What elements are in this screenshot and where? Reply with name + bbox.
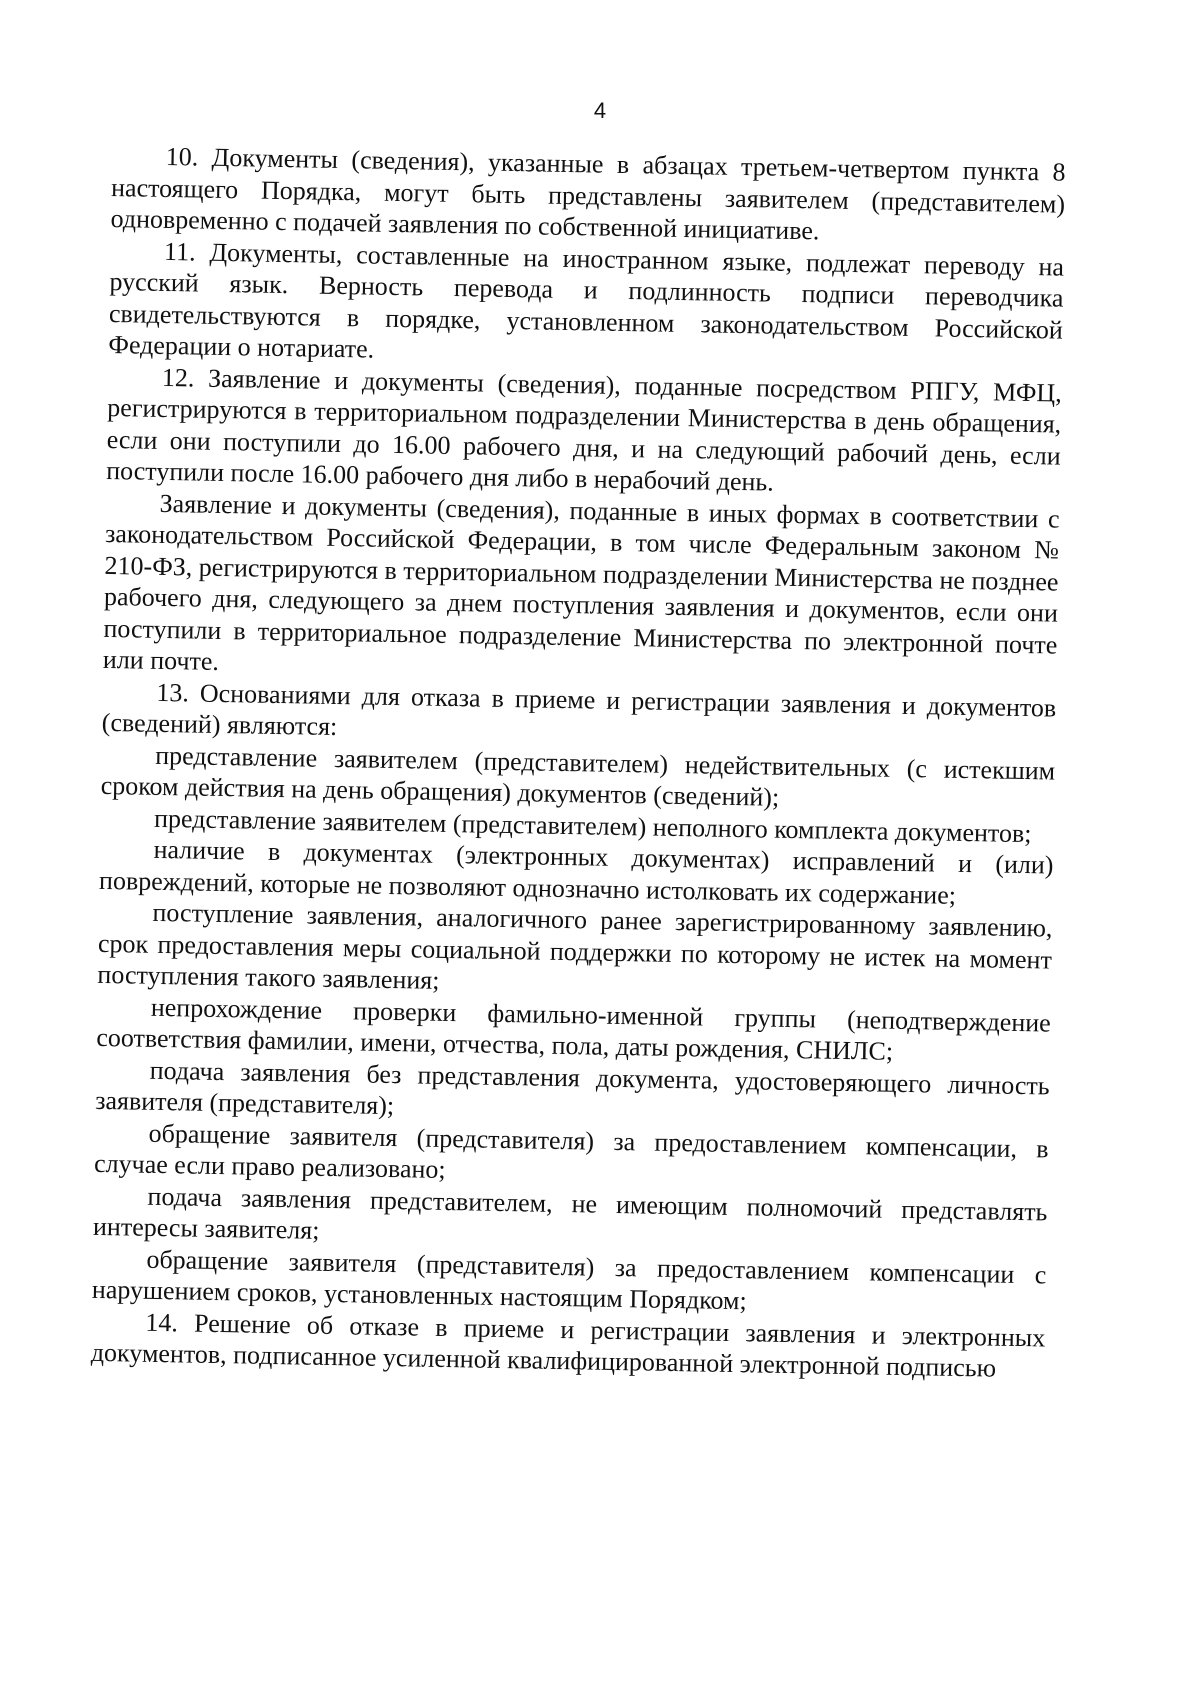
refusal-ground-1: представление заявителем (представителем) недействительных (с истекшим сроком действия на день обращения) документов (сведений); bbox=[100, 740, 1056, 812]
refusal-ground-7: обращение заявителя (представителя) за предоставлением компенсации, в случае если право реализовано; bbox=[93, 1118, 1049, 1184]
paragraph-12-continued: Заявление и документы (сведения), поданные в иных формах в соответствии с законодательством Российской Федерации, в том числе Федеральным законом № 210-ФЗ, регистрируются в территориальном подразделении Министерства не позднее рабочего дня, следующего за днем поступления заявления и документов, если они поступили в территориальное подразделение Министерства по электронной почте или почте. bbox=[102, 488, 1060, 676]
refusal-ground-4: поступление заявления, аналогичного ранее зарегистрированному заявлению, срок предоставления меры социальной поддержки по которому не истек на момент поступления такого заявления; bbox=[97, 897, 1053, 995]
refusal-ground-2: представление заявителем (представителем) неполного комплекта документов; bbox=[153, 803, 1032, 848]
page-number: 4 bbox=[593, 98, 607, 123]
refusal-ground-3: наличие в документах (электронных документах) исправлений и (или) повреждений, которые не позволяют однозначно истолковать их содержание; bbox=[98, 834, 1054, 910]
paragraph-10: 10. Документы (сведения), указанные в абзацах третьем-четвертом пункта 8 настоящего Порядка, могут быть представлены заявителем (представителем) одновременно с подачей заявления по собственной инициативе. bbox=[110, 141, 1066, 246]
document-body bbox=[91, 140, 1066, 1385]
refusal-ground-9: обращение заявителя (представителя) за предоставлением компенсации с нарушением сроков, установленных настоящим Порядком; bbox=[91, 1244, 1047, 1316]
refusal-ground-8: подача заявления представителем, не имеющим полномочий представлять интересы заявителя; bbox=[92, 1181, 1048, 1245]
refusal-ground-6: подача заявления без представления документа, удостоверяющего личность заявителя (представителя); bbox=[94, 1055, 1050, 1121]
refusal-ground-5: непрохождение проверки фамильно-именной группы (неподтверждение соответствия фамилии, имени, отчества, пола, даты рождения, СНИЛС; bbox=[96, 992, 1051, 1066]
paragraph-12: 12. Заявление и документы (сведения), поданные посредством РПГУ, МФЦ, регистрируются в территориальном подразделении Министерства в день обращения, если они поступили до 16.00 рабочего дня, и на следующий рабочий день, если поступили после 16.00 рабочего дня либо в нерабочий день. bbox=[105, 362, 1062, 497]
paragraph-13: 13. Основаниями для отказа в приеме и регистрации заявления и документов (сведений) являются: bbox=[101, 677, 1057, 742]
paragraph-11: 11. Документы, составленные на иностранном языке, подлежат переводу на русский язык. Верность перевода и подлинность подписи переводчика свидетельствуются в порядке, установленном законодательством Российской Федерации о нотариате. bbox=[108, 236, 1065, 364]
paragraph-14: 14. Решение об отказе в приеме и регистрации заявления и электронных документов, подписанное усиленной квалифицированной электронной подписью bbox=[90, 1307, 1046, 1383]
